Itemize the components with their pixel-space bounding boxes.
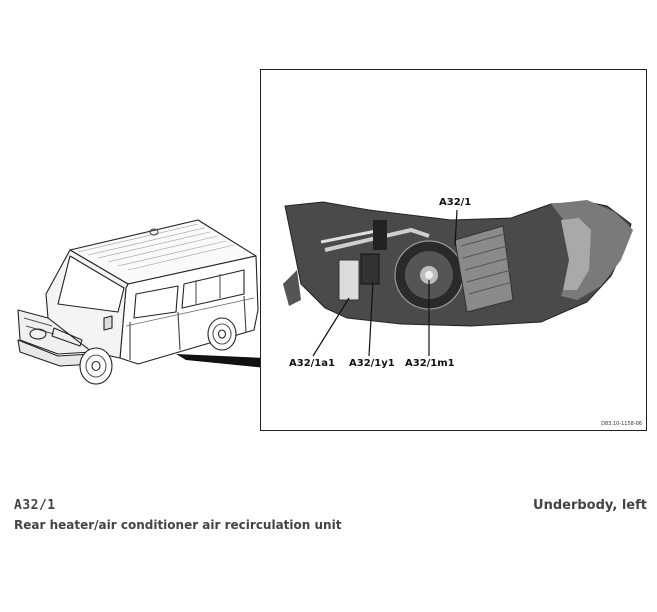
caption <box>14 498 647 538</box>
callout-main-unit: A32/1 <box>439 197 472 208</box>
callout-blower: A32/1m1 <box>405 358 455 369</box>
component-id: A32/1 <box>14 498 56 513</box>
component-description: Rear heater/air conditioner air recirculation unit <box>14 518 342 532</box>
van-illustration <box>8 208 268 390</box>
detail-photo-frame <box>260 69 647 431</box>
callout-sensor: A32/1a1 <box>289 358 335 369</box>
figure-code: D83.10-1158-06 <box>601 421 642 427</box>
callout-flap: A32/1y1 <box>349 358 395 369</box>
recirculation-unit-photo <box>261 70 646 430</box>
component-location: Underbody, left <box>533 498 647 513</box>
